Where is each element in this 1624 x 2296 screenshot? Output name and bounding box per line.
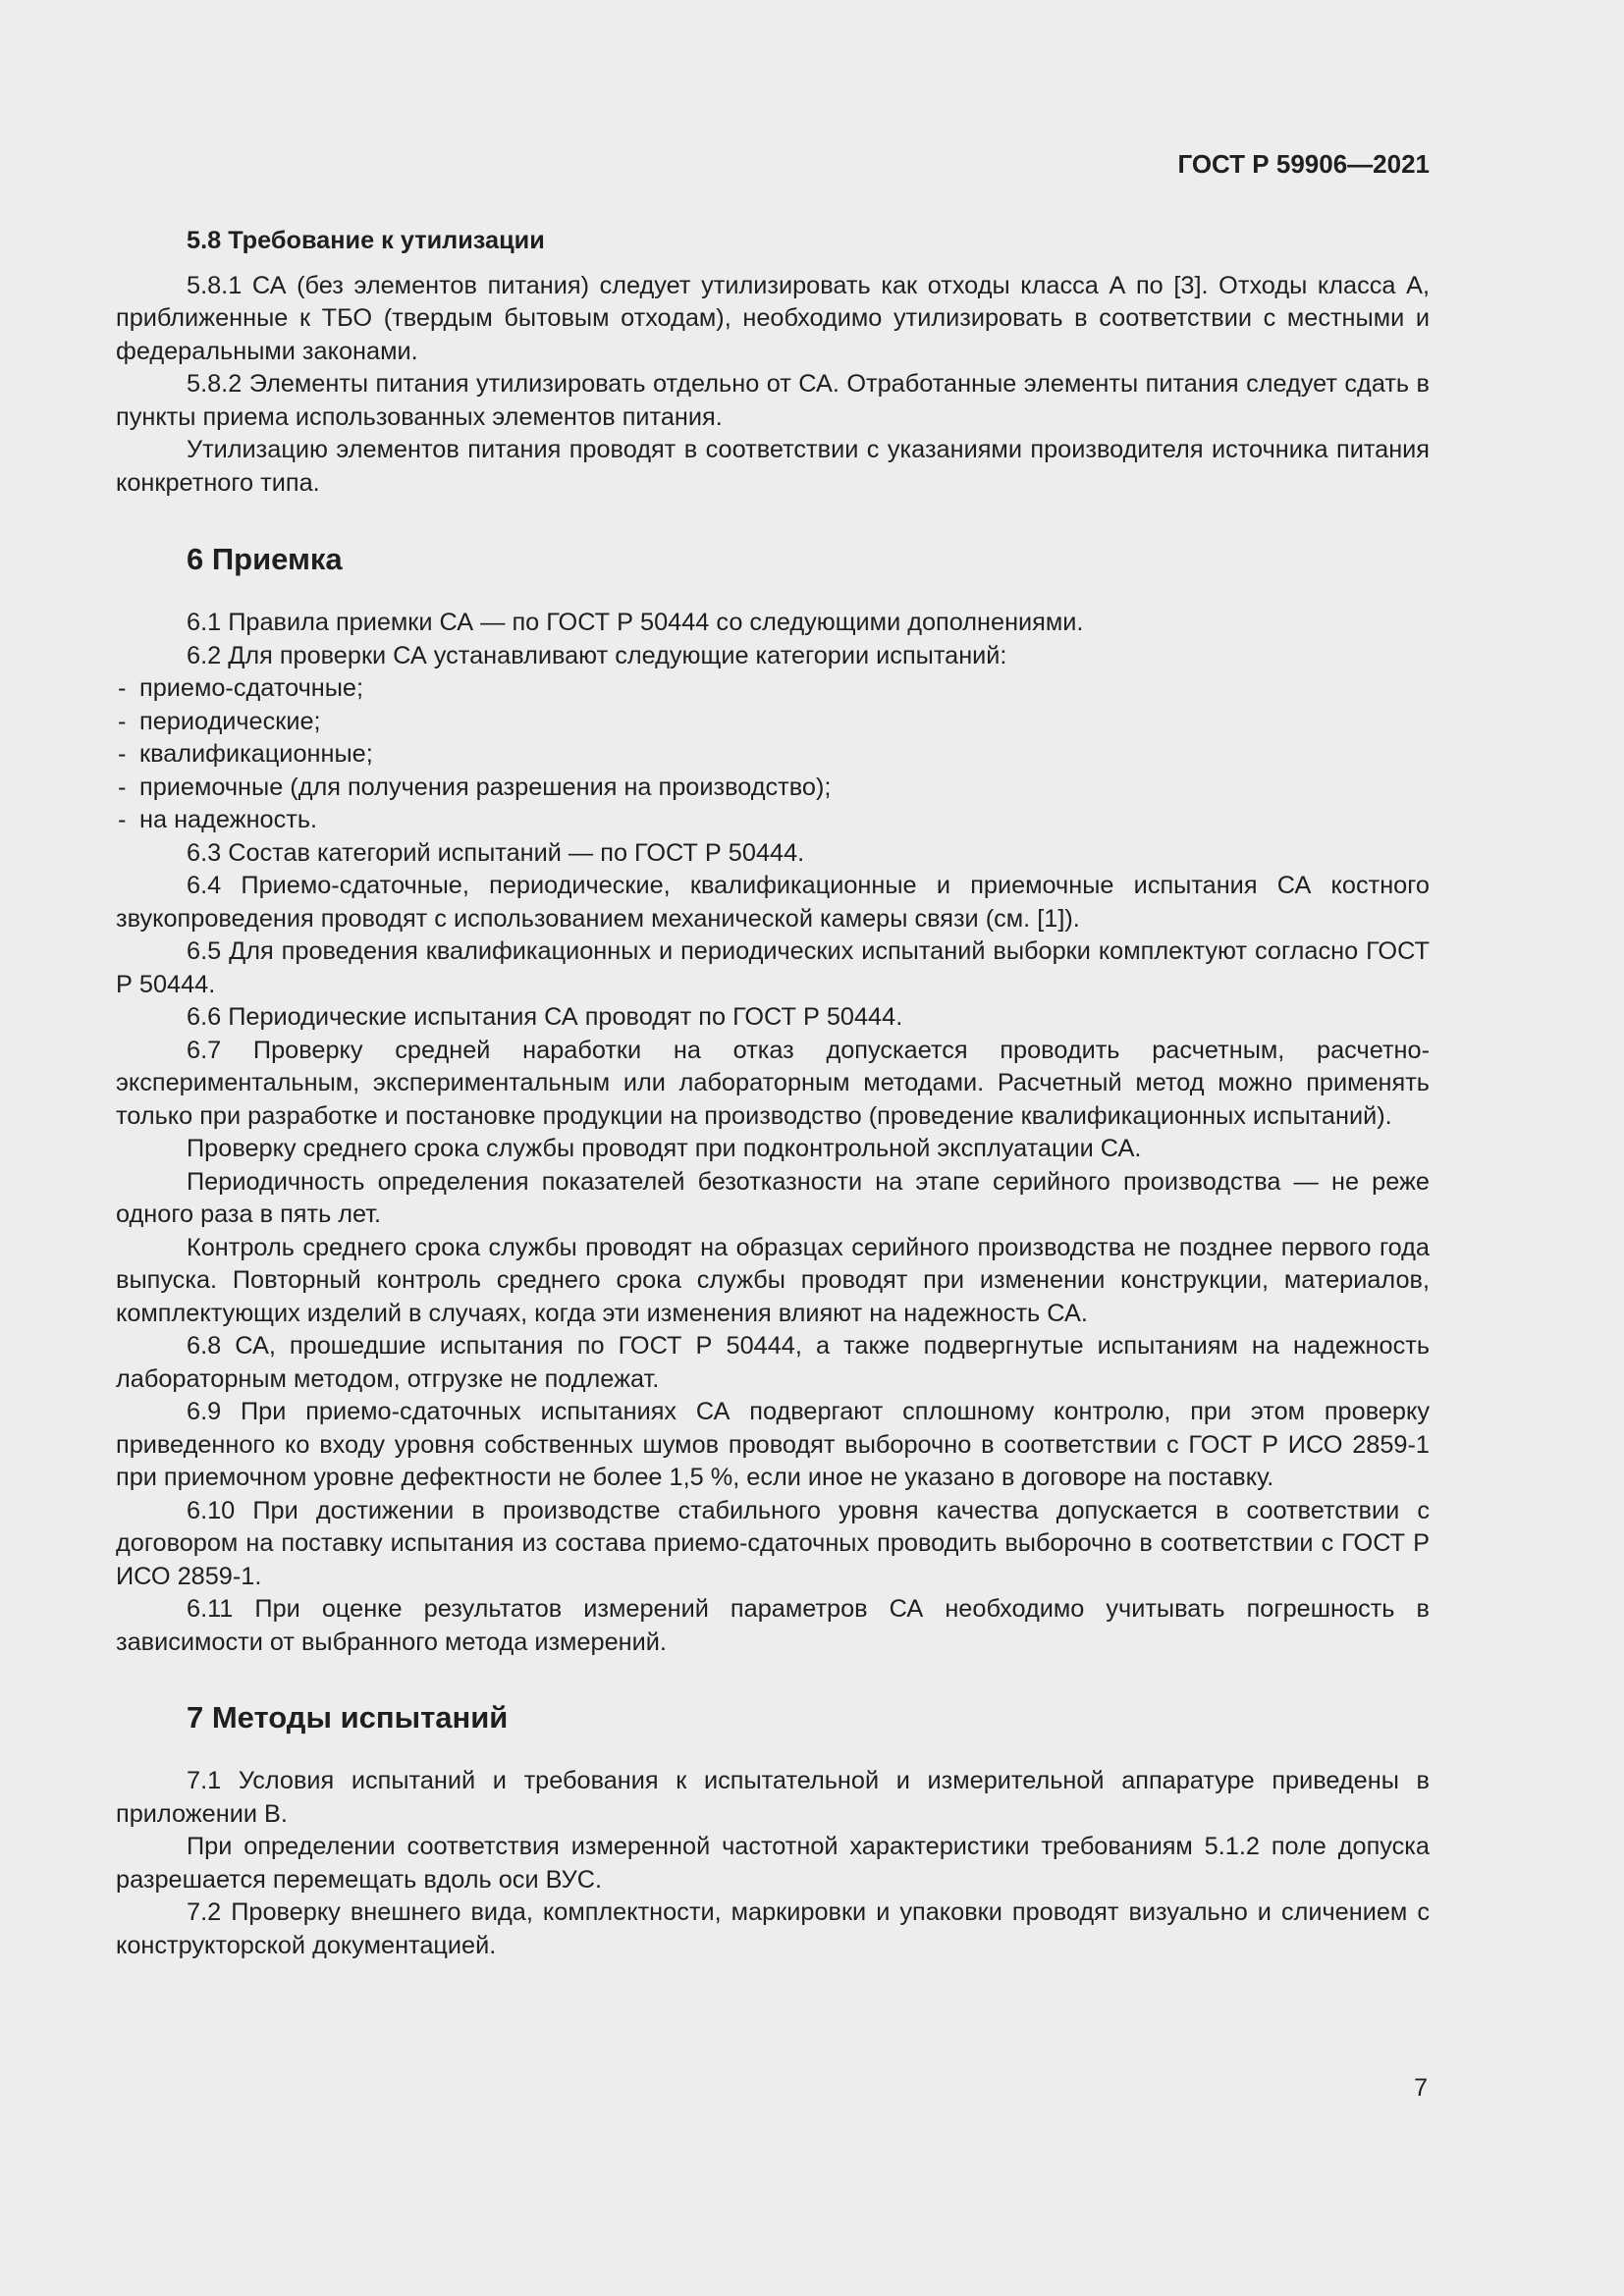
- document-body: [116, 225, 1430, 1962]
- paragraph-6-11: 6.11 При оценке результатов измерений параметров СА необходимо учитывать погрешность в зависимости от выбранного метода измерений.: [116, 1595, 1430, 1656]
- list-item: - на надежность.: [116, 804, 1430, 837]
- section-heading-6: 6 Приемка: [187, 542, 343, 576]
- list-item: - приемо-сдаточные;: [116, 672, 1430, 706]
- paragraph-6-5: 6.5 Для проведения квалификационных и периодических испытаний выборки комплектуют согласно ГОСТ Р 50444.: [116, 937, 1430, 998]
- list-item: - периодические;: [116, 706, 1430, 739]
- paragraph-6-10: 6.10 При достижении в производстве стабильного уровня качества допускается в соответствии с договором на поставку испытания из состава приемо-сдаточных проводить выборочно в соответствии с ГОСТ Р ИСО 2859-1.: [116, 1496, 1430, 1590]
- paragraph-5-8-1: 5.8.1 СА (без элементов питания) следует утилизировать как отходы класса А по [3]. Отходы класса А, приближенные к ТБО (твердым бытовым отходам), необходимо утилизировать в соответствии с местными и федеральными законами.: [116, 271, 1430, 365]
- subsection-heading-5-8: 5.8 Требование к утилизации: [187, 227, 545, 254]
- paragraph-7-1: 7.1 Условия испытаний и требования к испытательной и измерительной аппаратуре приведены в приложении В.: [116, 1767, 1430, 1828]
- page-number: 7: [1414, 2074, 1428, 2102]
- paragraph-6-3: 6.3 Состав категорий испытаний — по ГОСТ Р 50444.: [187, 838, 805, 867]
- paragraph-6-2: 6.2 Для проверки СА устанавливают следующие категории испытаний:: [187, 641, 1007, 669]
- paragraph-6-1: 6.1 Правила приемки СА — по ГОСТ Р 50444 со следующими дополнениями.: [187, 609, 1084, 636]
- paragraph-6-8: 6.8 СА, прошедшие испытания по ГОСТ Р 50444, а также подвергнутые испытаниям на надежность лабораторным методом, отгрузке не подлежат.: [116, 1332, 1430, 1393]
- section-heading-7: 7 Методы испытаний: [187, 1700, 509, 1735]
- paragraph-6-7-periodicity: Периодичность определения показателей безотказности на этапе серийного производства — не реже одного раза в пять лет.: [116, 1167, 1430, 1228]
- document-code-header: ГОСТ Р 59906—2021: [1177, 149, 1430, 179]
- paragraph-7-2: 7.2 Проверку внешнего вида, комплектности, маркировки и упаковки проводят визуально и сличением с конструкторской документацией.: [116, 1898, 1430, 1959]
- paragraph-6-9: 6.9 При приемо-сдаточных испытаниях СА подвергают сплошному контролю, при этом проверку приведенного ко входу уровня собственных шумов проводят выборочно в соответствии с ГОСТ Р ИСО 2859-1 при приемочном уровне дефектности не более 1,5 %, если иное не указано в договоре на поставку.: [116, 1398, 1430, 1491]
- paragraph-6-4: 6.4 Приемо-сдаточные, периодические, квалификационные и приемочные испытания СА костного звукопроведения проводят с использованием механической камеры связи (см. [1]).: [116, 872, 1430, 933]
- document-page: [116, 0, 1430, 2296]
- list-item: - квалификационные;: [116, 738, 1430, 772]
- paragraph-7-1-tolerance: При определении соответствия измеренной частотной характеристики требованиям 5.1.2 поле допуска разрешается перемещать вдоль оси ВУС.: [116, 1833, 1430, 1894]
- list-item: - приемочные (для получения разрешения на производство);: [116, 772, 1430, 805]
- paragraph-5-8-2: 5.8.2 Элементы питания утилизировать отдельно от СА. Отработанные элементы питания следует сдать в пункты приема использованных элементов питания.: [116, 370, 1430, 431]
- test-categories-list: [116, 672, 1430, 837]
- paragraph-6-7-control: Контроль среднего срока службы проводят на образцах серийного производства не позднее первого года выпуска. Повторный контроль среднего срока службы проводят при изменении конструкции, материалов, комплектующих изделий в случаях, когда эти изменения влияют на надежность СА.: [116, 1233, 1430, 1327]
- paragraph-5-8-2-continued: Утилизацию элементов питания проводят в соответствии с указаниями производителя источника питания конкретного типа.: [116, 436, 1430, 497]
- paragraph-6-7: 6.7 Проверку средней наработки на отказ допускается проводить расчетным, расчетно-экспериментальным, экспериментальным или лабораторным методами. Расчетный метод можно применять только при разработке и постановке продукции на производство (проведение квалификационных испытаний).: [116, 1036, 1430, 1130]
- paragraph-6-7-service-life: Проверку среднего срока службы проводят при подконтрольной эксплуатации СА.: [187, 1135, 1142, 1162]
- paragraph-6-6: 6.6 Периодические испытания СА проводят по ГОСТ Р 50444.: [187, 1003, 903, 1031]
